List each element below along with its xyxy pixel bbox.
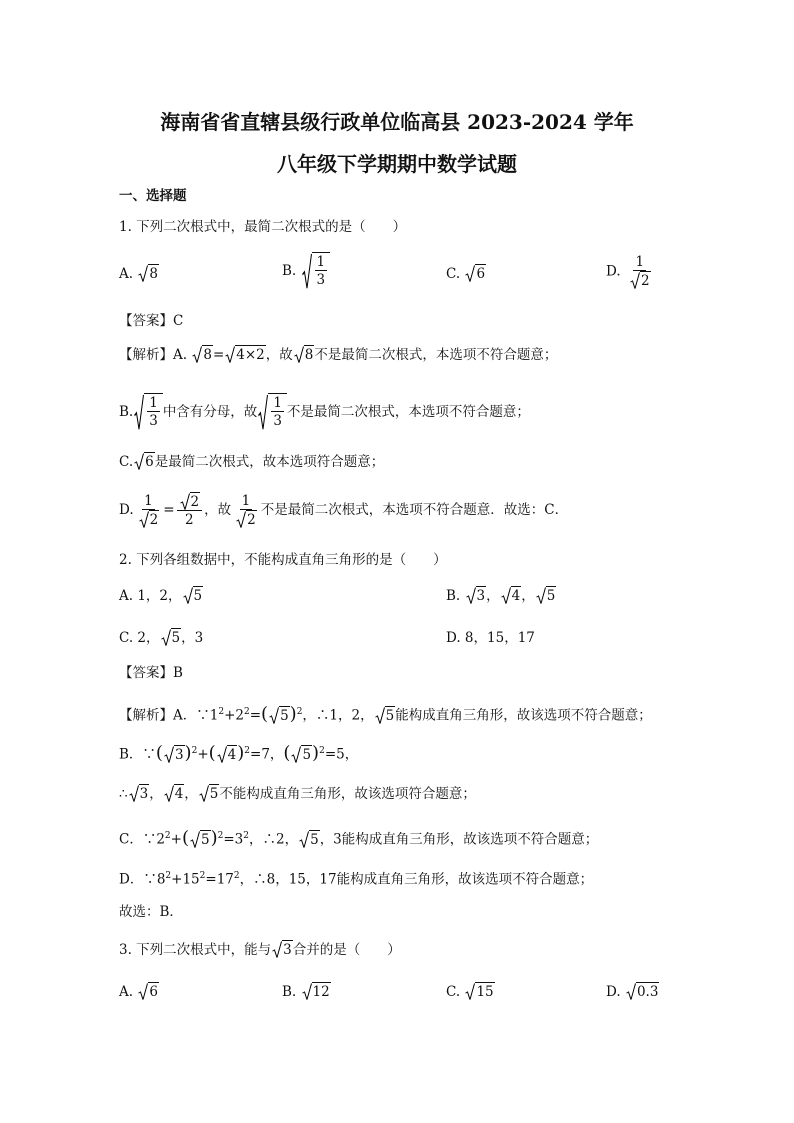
text: ，故 — [204, 502, 232, 518]
option-label: C. — [446, 266, 461, 282]
text: +15 — [171, 871, 200, 888]
denominator: 3 — [273, 413, 282, 429]
q1-option-c — [446, 264, 486, 284]
text: 中含有分母，故 — [162, 404, 258, 420]
radical — [164, 784, 185, 802]
radical — [299, 830, 320, 848]
radicand: 3 — [476, 588, 486, 604]
radical — [465, 982, 494, 1000]
text: ，∴2， — [249, 831, 299, 848]
radicand: 6 — [476, 266, 486, 282]
radicand: 2 — [640, 273, 650, 289]
radicand: 6 — [145, 454, 154, 470]
text: + — [170, 831, 182, 848]
numerator: 1 — [241, 492, 251, 509]
option-label: A. — [119, 266, 134, 282]
text: ，3能构成直角三角形，故该选项不符合题意； — [319, 831, 599, 848]
section-heading: 一、选择题 — [119, 188, 187, 204]
q1-explain-d — [119, 492, 568, 529]
q1-answer: 【答案】C — [119, 313, 184, 329]
text: =7， — [250, 746, 284, 763]
text: 不是最简二次根式，本选项不符合题意； — [314, 347, 558, 363]
text: = — [163, 502, 175, 518]
radical — [258, 393, 287, 430]
radical — [269, 706, 290, 724]
numerator: 1 — [149, 395, 158, 411]
radicand: 2 — [149, 511, 159, 528]
exponent: 2 — [244, 746, 251, 756]
text: ， — [149, 786, 163, 802]
option-label: B. — [282, 984, 297, 1000]
radical — [630, 271, 651, 289]
radical — [217, 745, 238, 763]
q2-stem: 2. 下列各组数据中，不能构成直角三角形的是（ ） — [119, 552, 447, 568]
radical — [302, 252, 331, 289]
q1-explain-a — [119, 345, 557, 365]
text: 能构成直角三角形，故该选项不符合题意； — [395, 707, 652, 724]
radicand: 3 — [283, 942, 292, 958]
radical — [199, 784, 220, 802]
denominator: 3 — [316, 272, 326, 288]
q2-explain-a: 【解析】A．$\because 1^2+2^2=$( 5)$^2$，∴1，2， 5能构成直角三角形，故该选项不符合题意； — [119, 703, 652, 725]
exponent: 2 — [217, 831, 224, 841]
option-label: C. — [446, 984, 461, 1000]
radicand: 8 — [203, 347, 212, 363]
text: =17 — [205, 871, 234, 888]
radical — [138, 264, 159, 282]
radicand: 2 — [247, 511, 256, 528]
radicand: 4 — [227, 746, 237, 763]
q3-option-a — [119, 982, 159, 1002]
text: ，∴8，15，17能构成直角三角形，故该选项不符合题意； — [239, 871, 594, 888]
radical — [180, 492, 201, 510]
text: A．∵1 — [173, 707, 219, 724]
radical — [192, 345, 213, 363]
radicand: 2 — [190, 494, 200, 510]
text: 不是最简二次根式，本选项不符合题意．故选：C． — [260, 502, 569, 518]
text: + — [197, 746, 209, 763]
q2-explain-b-conclusion — [119, 784, 476, 804]
radicand: 6 — [149, 984, 158, 1000]
q2-explain-b: B．∵( 3)$^2$+( 4)$^2$=7，( 5)$^2$=5， — [119, 742, 359, 764]
q2-option-d: D. 8，15，17 — [446, 630, 535, 646]
text: +2 — [224, 707, 244, 724]
radicand: 5 — [280, 707, 289, 724]
text: = — [249, 707, 262, 724]
q2-conclusion: 故选：B． — [119, 904, 183, 920]
exponent: 2 — [165, 871, 172, 881]
text: B. — [119, 404, 134, 420]
exponent: 2 — [218, 707, 225, 717]
radical — [236, 510, 257, 528]
radicand: 5 — [302, 746, 312, 763]
text: 不能构成直角三角形，故该选项符合题意； — [219, 786, 476, 802]
radical — [375, 706, 396, 724]
exponent: 2 — [233, 871, 240, 881]
analysis-tag: 【解析】 — [119, 347, 173, 363]
radical — [294, 345, 315, 363]
radicand: 5 — [209, 786, 219, 802]
radicand: 4×2 — [236, 347, 265, 363]
radicand: 5 — [193, 588, 203, 604]
numerator: 1 — [144, 492, 153, 509]
denominator: 3 — [149, 413, 158, 429]
text: =5， — [324, 746, 359, 763]
radicand: 3 — [174, 746, 184, 763]
radical — [626, 982, 659, 1000]
exponent: 2 — [243, 707, 250, 717]
q2-explain-c: C．$\because 2^2+$( $5)^2=3^2$，∴2， 5，3能构成直角三角形，故该选项不符合题意； — [119, 827, 599, 849]
exponent: 2 — [164, 831, 171, 841]
radicand: 15 — [476, 984, 494, 1000]
text: C．∵2 — [119, 831, 165, 848]
numerator: 1 — [273, 395, 282, 411]
q1-stem: 1. 下列二次根式中，最简二次根式的是（ ） — [119, 219, 407, 235]
q2-option-b — [446, 586, 556, 606]
radicand: 5 — [310, 831, 319, 848]
radicand: 5 — [385, 707, 395, 724]
analysis-tag: 【解析】 — [119, 707, 173, 724]
text: 是最简二次根式，故本选项符合题意； — [154, 454, 385, 470]
q1-explain-c — [119, 452, 384, 472]
radical — [465, 264, 486, 282]
exponent: 2 — [319, 746, 325, 756]
text: 不是最简二次根式，本选项不符合题意； — [286, 404, 530, 420]
radical — [139, 510, 160, 528]
text: ，3 — [181, 630, 204, 646]
radicand: 5 — [546, 588, 556, 604]
option-label: D. — [606, 984, 621, 1000]
denominator: 2 — [185, 512, 194, 528]
numerator: 1 — [635, 254, 645, 270]
radical — [129, 784, 150, 802]
text: A. 1，2， — [119, 588, 182, 604]
option-label: A. — [119, 984, 134, 1000]
text: C. — [119, 454, 134, 470]
text: =3 — [223, 831, 244, 848]
text: A. — [173, 347, 188, 363]
title-line-1: 海南省省直辖县级行政单位临高县 2023-2024 学年 — [160, 110, 634, 134]
text: C. 2， — [119, 630, 160, 646]
radicand: 5 — [201, 831, 210, 848]
radical — [536, 586, 557, 604]
q2-explain-d — [119, 866, 593, 890]
radical — [272, 940, 293, 958]
radical — [183, 586, 204, 604]
radical — [138, 982, 159, 1000]
radicand: 8 — [304, 347, 314, 363]
text: ， — [486, 588, 500, 604]
option-label: D. — [606, 263, 621, 280]
text: 3. 下列二次根式中，能与 — [119, 942, 272, 958]
q1-option-d — [606, 254, 655, 290]
option-label: B. — [282, 263, 297, 279]
radicand: 8 — [149, 266, 158, 282]
q3-option-c — [446, 982, 495, 1002]
q1-explain-b — [119, 393, 530, 430]
q2-option-c — [119, 628, 203, 648]
radical — [291, 745, 312, 763]
q1-option-b — [282, 252, 330, 289]
text: D．∵8 — [119, 871, 166, 888]
exponent: 2 — [296, 707, 303, 717]
q3-stem — [119, 940, 401, 960]
text: ， — [184, 786, 198, 802]
radical — [134, 393, 163, 430]
radical — [190, 830, 211, 848]
radical — [225, 345, 266, 363]
radicand: 3 — [139, 786, 149, 802]
q3-option-b — [282, 982, 331, 1002]
radicand: 4 — [174, 786, 184, 802]
text: 合并的是（ ） — [292, 942, 401, 958]
q2-answer: 【答案】B — [119, 665, 183, 681]
text: = — [212, 347, 225, 363]
radicand: 12 — [312, 984, 330, 1000]
text: ，故 — [265, 347, 293, 363]
radicand: 4 — [511, 588, 521, 604]
radical — [164, 745, 185, 763]
q1-option-a — [119, 264, 159, 284]
text: ，∴1，2， — [302, 707, 374, 724]
numerator: 1 — [316, 254, 326, 270]
text: B. — [446, 588, 465, 604]
exponent: 2 — [243, 831, 249, 841]
radicand: 0.3 — [636, 984, 659, 1000]
q2-option-a — [119, 586, 203, 606]
radical — [466, 586, 487, 604]
text: ， — [521, 588, 535, 604]
radicand: 5 — [171, 630, 181, 646]
title-line-2: 八年级下学期期中数学试题 — [277, 152, 517, 176]
q3-option-d — [606, 982, 659, 1002]
exponent: 2 — [199, 871, 206, 881]
text: D. — [119, 502, 134, 518]
radical — [161, 628, 182, 646]
radical — [134, 452, 155, 470]
text: ∴ — [119, 786, 128, 802]
exponent: 2 — [191, 746, 198, 756]
radical — [302, 982, 331, 1000]
text: B．∵ — [119, 746, 156, 763]
radical — [501, 586, 522, 604]
